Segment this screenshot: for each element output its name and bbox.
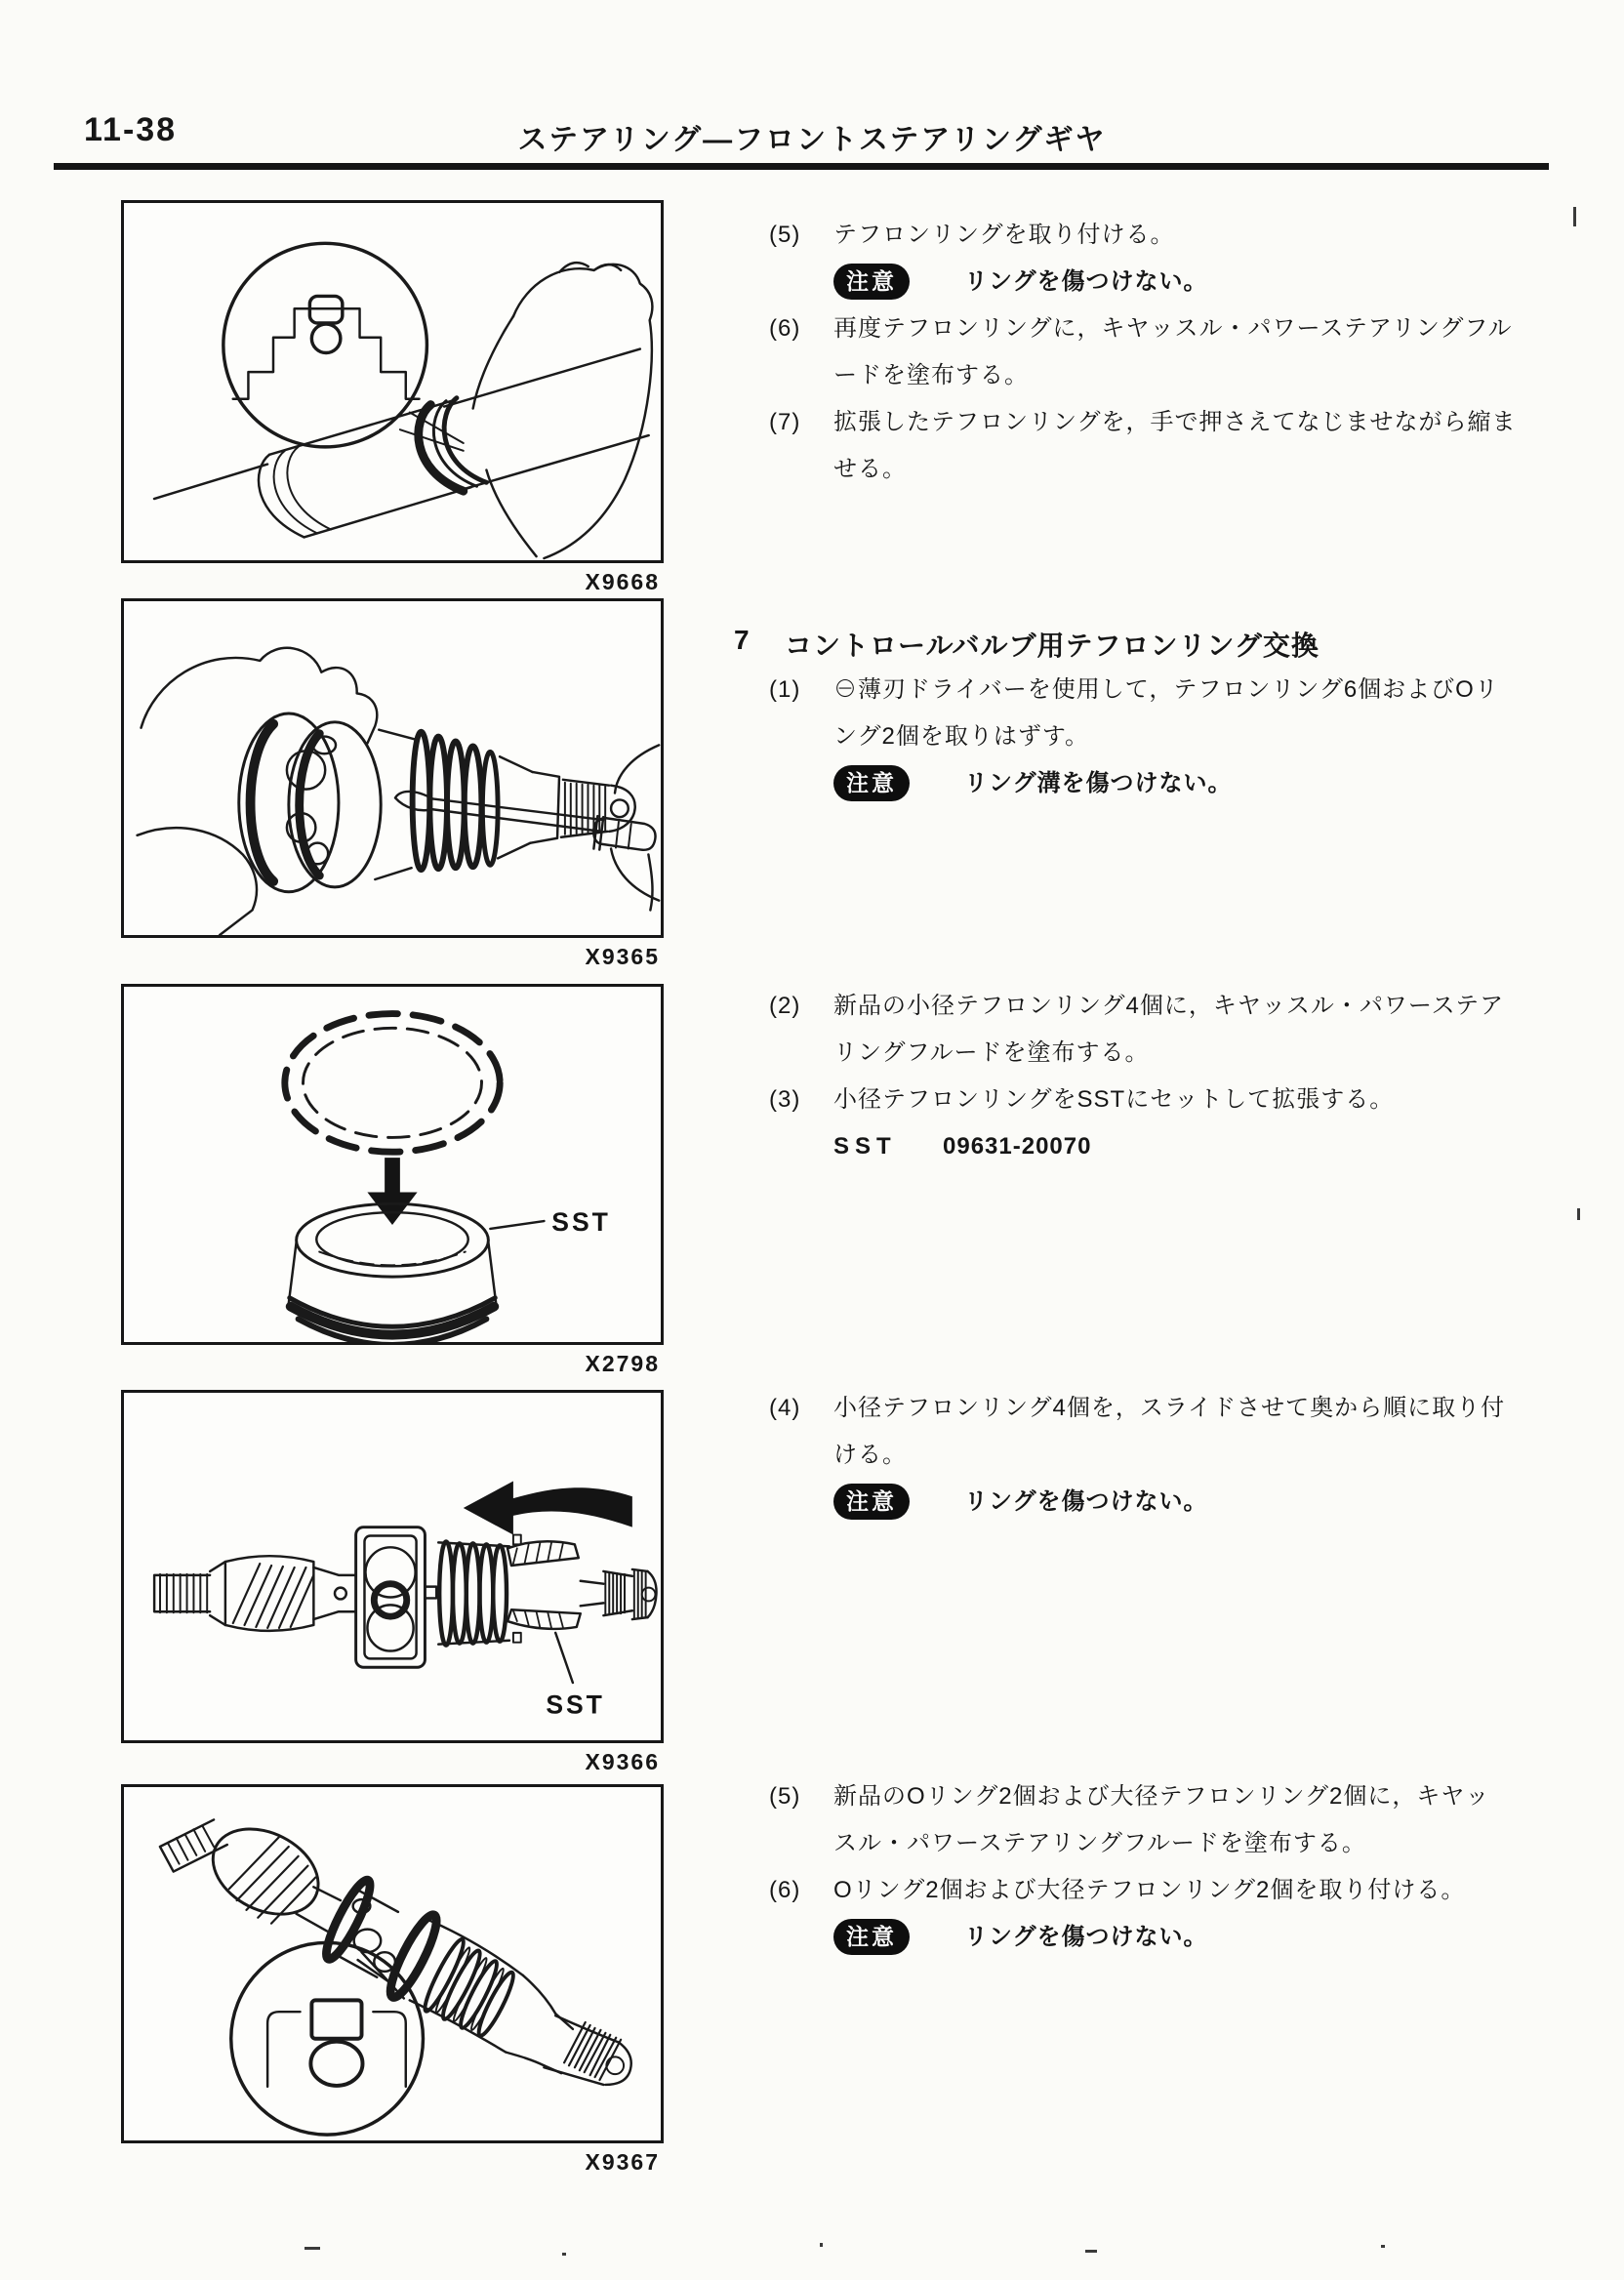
step-text: 小径テフロンリングをSSTにセットして拡張する。 xyxy=(833,1086,1395,1113)
step-number: (5) xyxy=(769,222,801,248)
figure-x9366 xyxy=(121,1390,664,1743)
step-number: (2) xyxy=(769,993,801,1019)
step-text: ング2個を取りはずす。 xyxy=(833,723,1089,750)
step-number: (6) xyxy=(769,1877,801,1903)
ring-slide-install-illustration xyxy=(124,1393,661,1740)
step-line-continuation xyxy=(769,359,1550,406)
step-line-continuation xyxy=(769,453,1550,500)
step-line xyxy=(769,219,1550,265)
scan-artifact xyxy=(304,2247,320,2250)
valve-assembled-illustration xyxy=(124,1787,661,2140)
sst-callout: SST xyxy=(551,1206,611,1237)
step-number: (4) xyxy=(769,1395,801,1421)
scan-artifact xyxy=(1381,2245,1385,2248)
caution-badge: 注意 xyxy=(833,264,910,300)
sst-label: SST xyxy=(833,1133,897,1160)
scan-artifact xyxy=(1085,2250,1097,2253)
section-number: 7 xyxy=(734,625,751,655)
steps5-6-block xyxy=(769,1780,1550,1968)
step-number: (1) xyxy=(769,676,801,703)
valve-ring-removal-illustration xyxy=(124,601,661,935)
step-text: Oリング2個および大径テフロンリング2個を取り付ける。 xyxy=(833,1877,1466,1903)
step-text: 小径テフロンリング4個を，スライドさせて奥から順に取り付 xyxy=(833,1395,1506,1421)
step-line xyxy=(769,312,1550,359)
caution-line xyxy=(769,767,1550,814)
step-line xyxy=(769,1392,1550,1439)
step1-block xyxy=(769,673,1550,814)
caution-line xyxy=(769,265,1550,312)
step-line xyxy=(769,673,1550,720)
step-line-continuation xyxy=(769,1037,1550,1083)
step-text: ードを塗布する。 xyxy=(833,362,1029,388)
scan-artifact xyxy=(562,2253,566,2256)
step-line-continuation xyxy=(769,1827,1550,1874)
section-heading xyxy=(734,625,1320,664)
step-text: 新品のOリング2個および大径テフロンリング2個に，キヤッ xyxy=(833,1783,1490,1810)
sst-ring-expand-illustration xyxy=(124,987,661,1342)
steps2-3-block xyxy=(769,990,1550,1177)
step-line-continuation xyxy=(769,1439,1550,1486)
step-line xyxy=(769,1083,1550,1130)
step-text: スル・パワーステアリングフルードを塗布する。 xyxy=(833,1830,1366,1856)
step-text: 再度テフロンリングに，キヤッスル・パワーステアリングフル xyxy=(833,315,1513,342)
step4-block xyxy=(769,1392,1550,1532)
caution-text: リング溝を傷つけない。 xyxy=(964,770,1233,796)
scan-artifact xyxy=(1573,207,1576,226)
step-line xyxy=(769,406,1550,453)
step-number: (3) xyxy=(769,1086,801,1113)
figure-x9668 xyxy=(121,200,664,563)
caution-badge: 注意 xyxy=(833,1484,910,1520)
scan-artifact xyxy=(1577,1208,1580,1220)
step-text: リングフルードを塗布する。 xyxy=(833,1039,1150,1066)
step-line xyxy=(769,1780,1550,1827)
step-text: せる。 xyxy=(833,456,907,482)
figure-x9367 xyxy=(121,1784,664,2143)
step-line-continuation xyxy=(769,720,1550,767)
page-number: 11-38 xyxy=(84,111,178,148)
sst-line xyxy=(769,1130,1550,1177)
scan-artifact xyxy=(820,2243,823,2247)
steps-top-block xyxy=(769,219,1550,500)
step-number: (6) xyxy=(769,315,801,342)
section-title: コントロールバルブ用テフロンリング交換 xyxy=(785,631,1320,661)
ring-install-hand-illustration xyxy=(124,203,661,560)
sst-callout: SST xyxy=(546,1690,605,1720)
figure-label: X2798 xyxy=(585,1351,660,1376)
caution-line xyxy=(769,1921,1550,1968)
figure-label: X9367 xyxy=(585,2149,660,2175)
caution-text: リングを傷つけない。 xyxy=(964,1924,1208,1950)
step-line xyxy=(769,990,1550,1037)
step-text: ける。 xyxy=(833,1442,907,1468)
caution-badge: 注意 xyxy=(833,765,910,801)
step-text: 新品の小径テフロンリング4個に，キヤッスル・パワーステア xyxy=(833,993,1505,1019)
caution-text: リングを傷つけない。 xyxy=(964,268,1208,295)
caution-text: リングを傷つけない。 xyxy=(964,1488,1208,1515)
figure-label: X9365 xyxy=(585,944,660,969)
step-number: (5) xyxy=(769,1783,801,1810)
step-text: テフロンリングを取り付ける。 xyxy=(833,222,1175,248)
page-title: ステアリング―フロントステアリングギヤ xyxy=(517,124,1107,156)
figure-x2798 xyxy=(121,984,664,1345)
step-text: 拡張したテフロンリングを，手で押さえてなじませながら縮ま xyxy=(833,409,1517,435)
sst-part-number: 09631-20070 xyxy=(943,1133,1092,1160)
step-text: ⊖薄刃ドライバーを使用して，テフロンリング6個およびOリ xyxy=(833,676,1499,703)
caution-badge: 注意 xyxy=(833,1919,910,1955)
header-rule xyxy=(54,163,1549,170)
caution-line xyxy=(769,1486,1550,1532)
step-line xyxy=(769,1874,1550,1921)
figure-label: X9366 xyxy=(585,1749,660,1774)
step-number: (7) xyxy=(769,409,801,435)
figure-x9365 xyxy=(121,598,664,938)
figure-label: X9668 xyxy=(585,569,660,594)
